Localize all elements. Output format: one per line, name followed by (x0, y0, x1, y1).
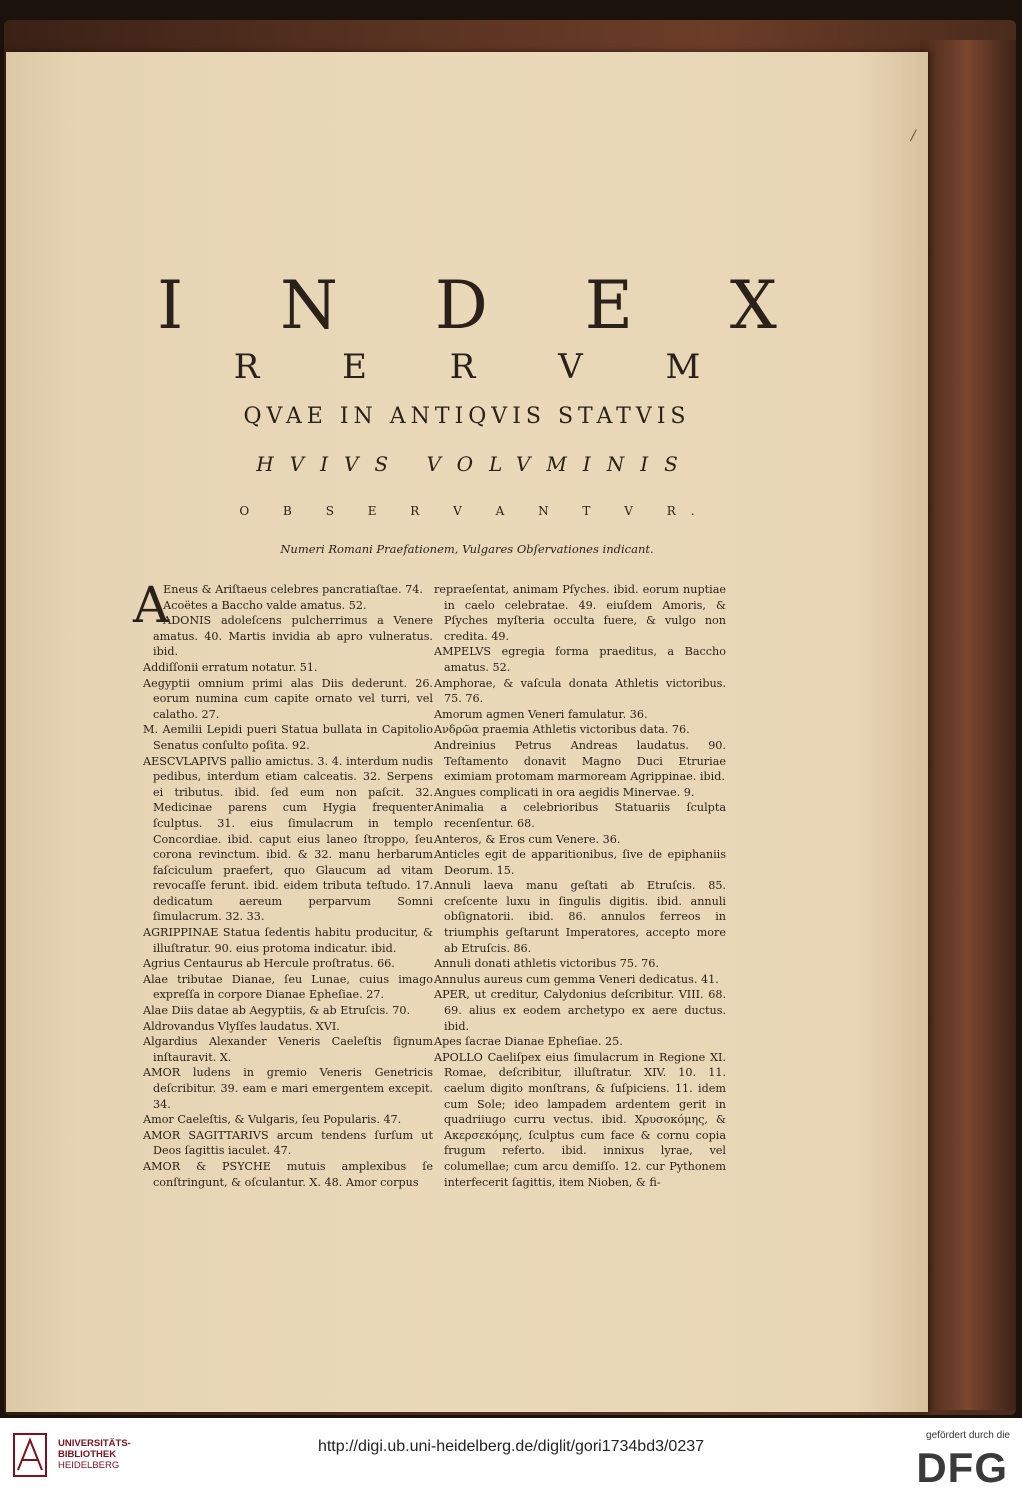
index-entry: AMOR SAGITTARIVS arcum tendens ſurſum ut Deos ſagittis iaculet. 47. (143, 1128, 433, 1158)
index-entry: Alae tributae Dianae, ſeu Lunae, cuius imago expreſſa in corpore Dianae Epheſiae. 27. (143, 972, 433, 1002)
index-entry: ADONIS adoleſcens pulcherrimus a Venere amatus. 40. Martis invidia ab apro vulneratus. ibid. (153, 614, 433, 659)
index-entry: AGRIPPINAE Statua ſedentis habitu producitur, & illuſtratur. 90. eius protoma indicatur. ibid. (143, 926, 433, 955)
index-entry: APER, ut creditur, Calydonius deſcribitur. VIII. 68. 69. alius ex eodem archetypo ex aere ductus. ibid. (434, 988, 726, 1033)
index-entry: Alae Diis datae ab Aegyptiis, & ab Etruſcis. 70. (143, 1004, 411, 1018)
viewer-footer (0, 1418, 1022, 1493)
index-entry: Addiſſonii erratum notatur. 51. (143, 660, 318, 674)
index-entry: AMOR & PSYCHE mutuis amplexibus ſe conſtringunt, & oſculantur. X. 48. Amor corpus (143, 1159, 433, 1189)
index-entry: Agrius Centaurus ab Hercule proſtratus. 66. (143, 957, 395, 971)
drop-cap: A (133, 576, 170, 634)
index-entry: Amorum agmen Veneri famulatur. 36. (434, 707, 648, 721)
index-entry: Amor Caeleſtis, & Vulgaris, ſeu Popularis. 47. (143, 1113, 402, 1127)
left-column (133, 576, 433, 1190)
title-huius: HVIVS VOLVMINIS (256, 452, 694, 476)
index-entry: AMOR ludens in gremio Veneris Genetricis deſcribitur. 39. eam e mari emergentem excepit. 34. (143, 1066, 433, 1111)
index-entry: APOLLO Caeliſpex eius ſimulacrum in Regione XI. Romae, deſcribitur, illuſtratur. XIV. 10. 11. caelum digito monſtrans, & ſuſpiciens. 11. idem cum Sole; ideo lampadem ardentem gerit in quadriiugo curru vectus. ibid. Χρυσοκόμης, & Ακερσεκόμης, ſculptus cum face & cornu copia frugum referto. ibid. innixus lyrae, vel columellae; cum arcu demiſſo. 12. cur Pythonem interfecerit ſagittis, item Nioben, & fi- (434, 1050, 726, 1189)
index-entry: A Eneus & Ariſtaeus celebres pancratiaſtae. 74. (133, 576, 423, 634)
index-entry: Angues complicati in ora aegidis Minervae. 9. (434, 785, 695, 799)
index-entry: AMPELVS egregia forma praeditus, a Baccho amatus. 52. (434, 645, 726, 674)
index-entry: Anteros, & Eros cum Venere. 36. (434, 832, 621, 846)
right-column (434, 582, 726, 1190)
index-entry: AESCVLAPIVS pallio amictus. 3. 4. interdum nudis pedibus, interdum etiam calceatis. 32. Serpens ei tributus. ibid. ſed eum non paſcit. 32. Medicinae parens cum Hygia frequenter ſculptus. 31. eius ſimulacrum in templo Concordiae. ibid. caput eius laneo ſtroppo, ſeu corona revinctum. ibid. & 32. manu herbarum faſciculum praefert, quo Glaucum ad vitam revocaſſe ferunt. ibid. eidem tributa teſtudo. 17. dedicatum aereum perparvum Somni ſimulacrum. 32. 33. (143, 754, 433, 924)
index-entry: Amphorae, & vaſcula donata Athletis victoribus. 75. 76. (434, 676, 726, 706)
book-page (6, 52, 928, 1412)
index-entry: M. Aemilii Lepidi pueri Statua bullata in Capitolio Senatus conſulto poſita. 92. (143, 723, 433, 752)
index-entry: repraeſentat, animam Pſyches. ibid. eorum nuptiae in caelo celebratae. 49. eiuſdem Amoris, & Pſyches myſteria occulta fuere, & vulgo non credita. 49. (434, 583, 726, 643)
title-quae: QVAE IN ANTIQVIS STATVIS (243, 404, 691, 429)
index-entry: Andreinius Petrus Andreas laudatus. 90. Teſtamento donavit Magno Duci Etruriae eximiam protomam marmoream Agrippinae. ibid. (434, 738, 726, 784)
index-entry: Animalia a celebrioribus Statuariis ſculpta recenſentur. 68. (434, 801, 726, 830)
index-entry: Acoëtes a Baccho valde amatus. 52. (163, 598, 367, 612)
index-entry: Annuli laeva manu geſtati ab Etruſcis. 85. creſcente luxu in ſingulis digitis. ibid. annuli obſignatorii. ibid. 86. annulos ferreos in triumphis geſtarunt Imperatores, accepto more ab Etruſcis. 86. (434, 879, 726, 955)
title-index: I N D E X (157, 267, 815, 344)
index-entry: Ανδρῶα praemia Athletis victoribus data. 76. (434, 723, 690, 737)
index-entry: Algardius Alexander Veneris Caeleſtis ſignum inſtauravit. X. (143, 1035, 433, 1064)
book-cover-edge (920, 40, 1016, 1410)
index-note: Numeri Romani Praefationem, Vulgares Obſervationes indicant. (280, 542, 654, 556)
title-rerum: R E R V M (233, 347, 737, 387)
funding-note: gefördert durch die (926, 1430, 1010, 1441)
index-entry: Annulus aureus cum gemma Veneri dedicatus. 41. (434, 972, 719, 986)
title-observantur: O B S E R V A N T V R. (239, 504, 710, 518)
dfg-logo[interactable]: DFG (916, 1444, 1008, 1491)
university-library-name[interactable]: UNIVERSITÄTS- BIBLIOTHEK HEIDELBERG (58, 1438, 131, 1471)
index-entry: Annuli donati athletis victoribus 75. 76. (434, 957, 659, 971)
permalink-url[interactable]: http://digi.ub.uni-heidelberg.de/diglit/gori1734bd3/0237 (317, 1438, 705, 1455)
index-entry: Anticles egit de apparitionibus, ſive de epiphaniis Deorum. 15. (434, 848, 726, 877)
index-entry: Aegyptii omnium primi alas Diis dederunt. 26. eorum numina cum capite ornato vel turri, vel calatho. 27. (143, 676, 433, 721)
index-entry: Apes ſacrae Dianae Epheſiae. 25. (434, 1035, 623, 1049)
index-entry: Aldrovandus Vlyſſes laudatus. XVI. (143, 1019, 340, 1033)
folio-mark: / (911, 128, 916, 144)
